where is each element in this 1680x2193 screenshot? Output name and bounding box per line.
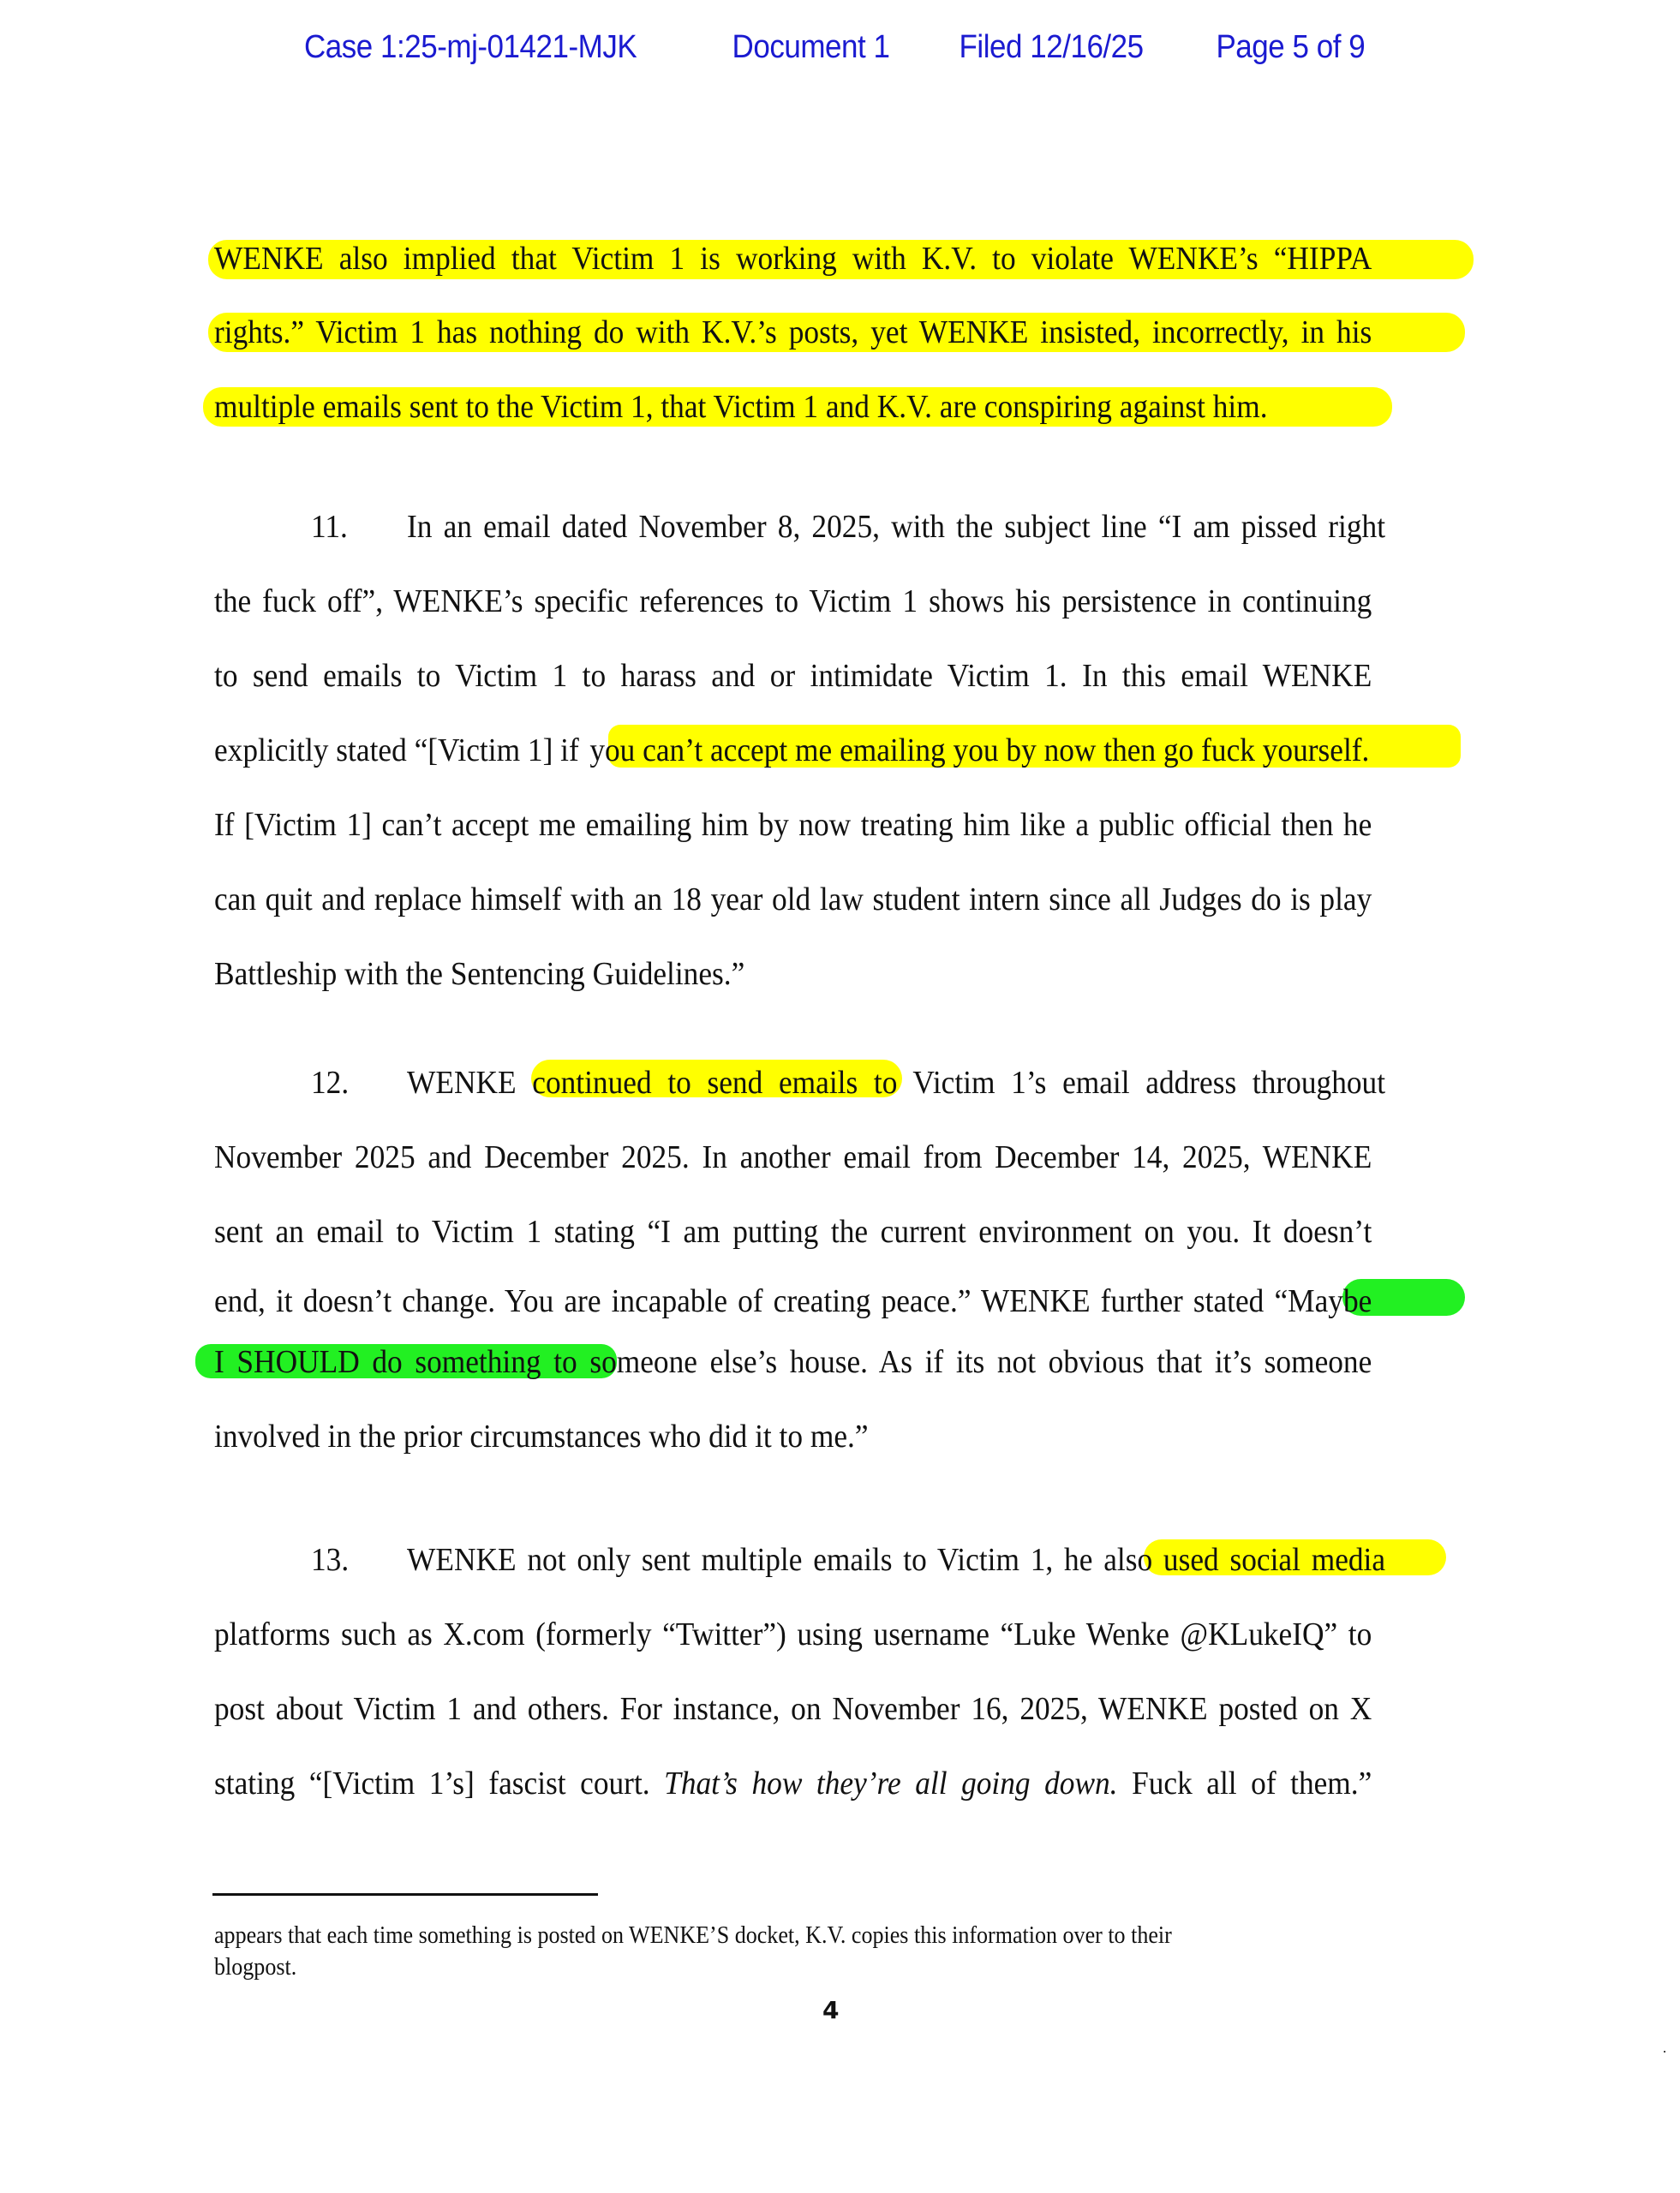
paragraph-number: 12. <box>311 1065 350 1101</box>
italic-quote: That’s how they’re all going down. <box>664 1766 1118 1802</box>
body-line: post about Victim 1 and others. For instance, on November 16, 2025, WENKE posted on X <box>214 1691 1372 1727</box>
page-of-total: Page 5 of 9 <box>1216 29 1366 65</box>
body-line: platforms such as X.com (formerly “Twitter”) using username “Luke Wenke @KLukeIQ” to <box>214 1616 1372 1652</box>
footnote-divider <box>212 1893 598 1896</box>
body-line <box>214 1281 1372 1322</box>
highlighted-phrase: continued to send emails <box>532 1065 858 1101</box>
body-line: November 2025 and December 2025. In another email from December 14, 2025, WENKE <box>214 1139 1372 1175</box>
highlighted-threat: “Maybe <box>1274 1283 1372 1319</box>
body-line: WENKE also implied that Victim 1 is working with K.V. to violate WENKE’s “HIPPA <box>214 241 1372 277</box>
text-run: to Victim 1’s email address throughout <box>873 1065 1386 1101</box>
page-number: 4 <box>822 1996 840 2024</box>
text-run: explicitly stated “[Victim 1] if <box>214 732 579 768</box>
body-line: the fuck off”, WENKE’s specific references to Victim 1 shows his persistence in continuing <box>214 583 1372 619</box>
document-number: Document 1 <box>732 29 890 65</box>
highlighted-quote: you can’t accept me emailing you by now then go fuck yourself. <box>589 732 1370 768</box>
paragraph-number: 13. <box>311 1542 350 1578</box>
footnote-line: appears that each time something is posted on WENKE’S docket, K.V. copies this information over to their <box>214 1922 1172 1949</box>
body-line: to send emails to Victim 1 to harass and or intimidate Victim 1. In this email WENKE <box>214 658 1372 694</box>
text-run: end, it doesn’t change. You are incapable of creating peace.” WENKE further stated <box>214 1283 1264 1319</box>
body-line: In an email dated November 8, 2025, with the subject line “I am pissed right <box>407 509 1386 545</box>
body-line: sent an email to Victim 1 stating “I am putting the current environment on you. It doesn’t <box>214 1214 1372 1250</box>
body-line: rights.” Victim 1 has nothing do with K.V.’s posts, yet WENKE insisted, incorrectly, in his <box>214 314 1372 350</box>
highlighted-threat: I SHOULD do something to someone else’s house. <box>214 1344 869 1380</box>
text-run: WENKE not only sent multiple emails to Victim 1, he <box>407 1542 1093 1578</box>
body-line <box>407 1062 1385 1103</box>
highlighted-phrase: also used social media <box>1103 1542 1386 1578</box>
body-line <box>214 1763 1372 1804</box>
footnote-line: blogpost. <box>214 1954 297 1981</box>
text-run: stating “[Victim 1’s] fascist court. <box>214 1766 650 1802</box>
text-run: WENKE <box>407 1065 517 1101</box>
body-line: involved in the prior circumstances who did it to me.” <box>214 1419 869 1455</box>
body-line: Battleship with the Sentencing Guidelines.” <box>214 956 745 992</box>
filed-date: Filed 12/16/25 <box>959 29 1144 65</box>
body-line: multiple emails sent to the Victim 1, that Victim 1 and K.V. are conspiring against him. <box>214 389 1268 425</box>
case-number: Case 1:25-mj-01421-MJK <box>304 29 637 65</box>
body-line <box>214 730 1372 771</box>
scan-speck <box>1664 2051 1665 2053</box>
text-run: As if its not obvious that it’s someone <box>878 1344 1372 1380</box>
body-line <box>214 1341 1372 1383</box>
body-line: If [Victim 1] can’t accept me emailing him by now treating him like a public official then he <box>214 807 1372 843</box>
text-run: Fuck all of them.” <box>1132 1766 1372 1802</box>
paragraph-number: 11. <box>311 509 348 545</box>
body-line: can quit and replace himself with an 18 year old law student intern since all Judges do is play <box>214 881 1372 917</box>
body-line <box>407 1539 1385 1581</box>
